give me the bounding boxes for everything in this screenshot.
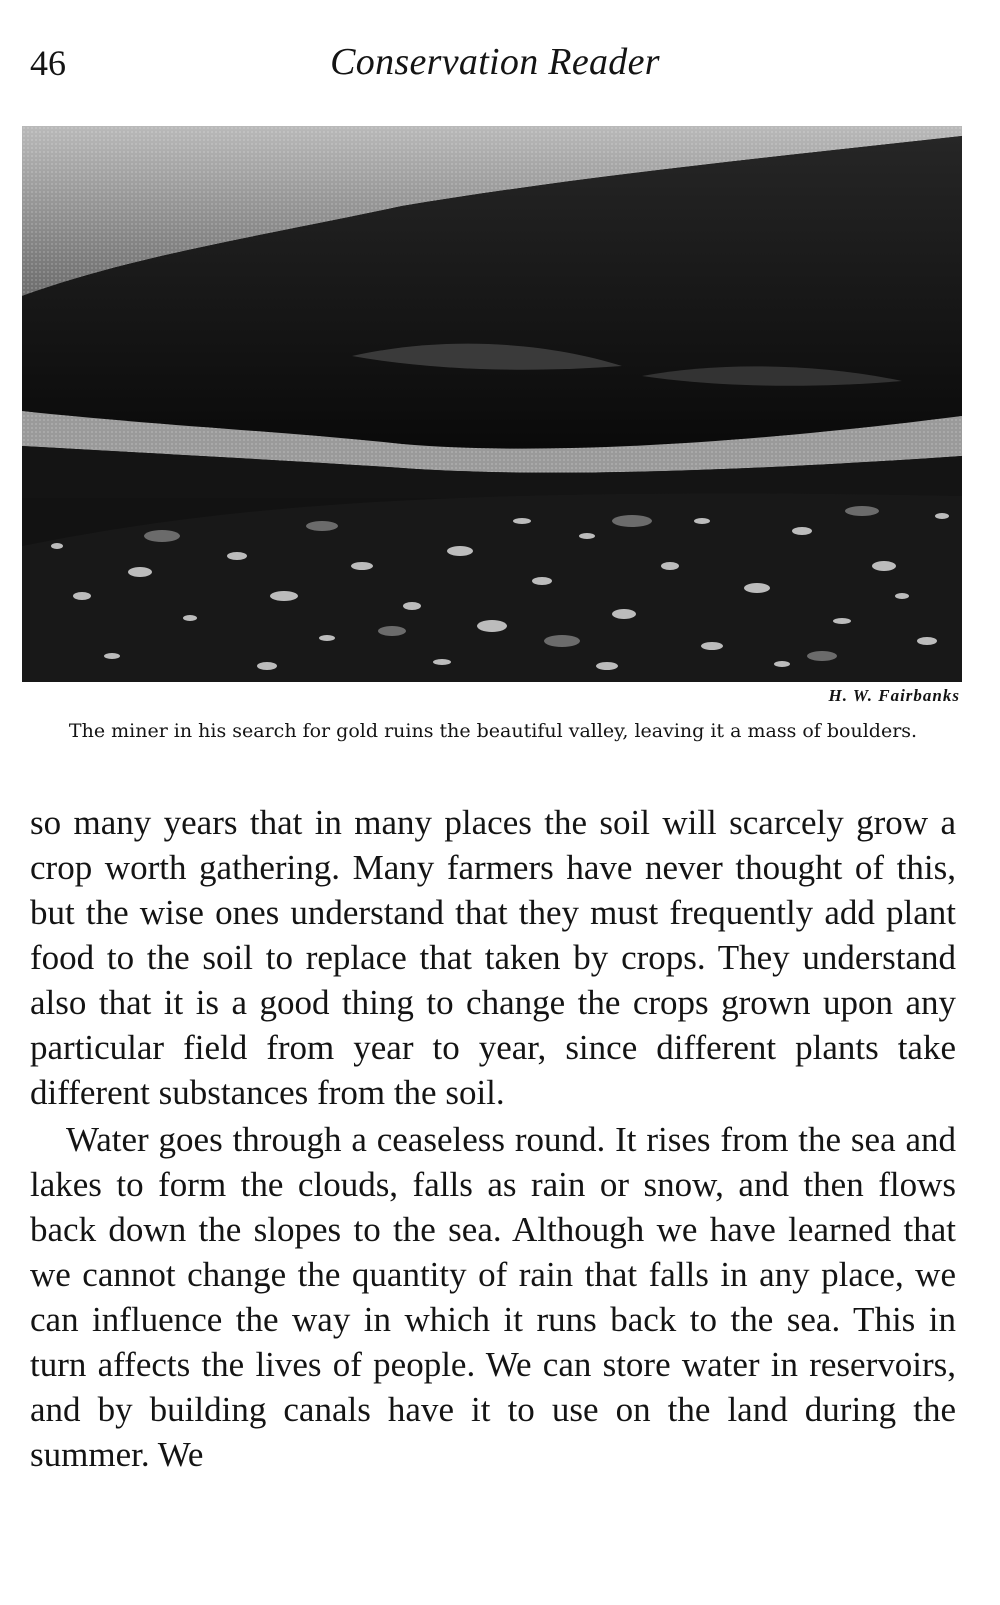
- paragraph-2: Water goes through a ceaseless round. It rises from the sea and lakes to form the clouds, falls as rain or snow, and then flows back down the slopes to the sea. Although we have learned that we cannot change the quantity of rain that falls in any place, we can influence the way in which it runs back to the sea. This in turn affects the lives of people. We can store water in reservoirs, and by building canals have it to use on the land during the summer. We: [30, 1120, 956, 1474]
- figure-caption: The miner in his search for gold ruins the beautiful valley, leaving it a mass of boulders.: [68, 720, 918, 742]
- page-number: 46: [30, 43, 66, 83]
- running-title: Conservation Reader: [330, 41, 660, 83]
- photo-credit: H. W. Fairbanks: [828, 686, 960, 705]
- gold-mining-valley-photo: [22, 126, 962, 682]
- photo-illustration: [22, 126, 962, 682]
- body-text: [30, 800, 956, 1477]
- page-header: [30, 38, 960, 94]
- paragraph-1: so many years that in many places the soil will scarcely grow a crop worth gathering. Many farmers have never thought of this, but the wise ones understand that they must frequently add plant food to the soil to replace that taken by crops. They understand also that it is a good thing to change the crops grown upon any particular field from year to year, since different plants take different substances from the soil.: [30, 803, 956, 1112]
